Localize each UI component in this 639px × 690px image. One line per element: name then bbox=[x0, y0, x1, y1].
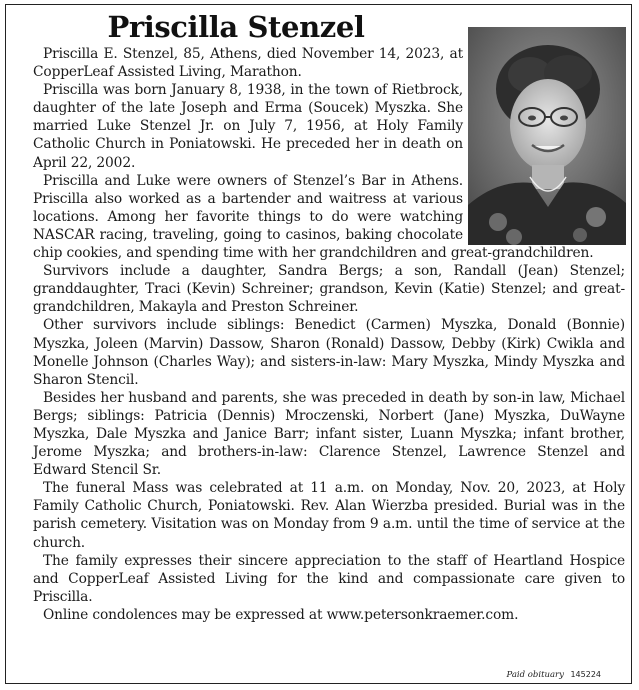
paragraph-preceded: Besides her husband and parents, she was preceded in death by son-in law, Michael Bergs; siblings: Patricia (Dennis) Mroczenski, Norbert (Jane) Myszka, DuWayne Myszka, Dale Myszka and Janice Barr; infant sister, Luann Myszka; infant brother, Jerome Myszka; and brothers-in-law: Clarence Stenzel, Lawrence Stenzel and Edward Stencil Sr. bbox=[33, 389, 625, 479]
paragraph-other-survivors: Other survivors include siblings: Benedict (Carmen) Myszka, Donald (Bonnie) Myszka, Joleen (Marvin) Dassow, Sharon (Ronald) Dassow, Debby (Kirk) Cwikla and Monelle Johnson (Charles Way); and sisters-in-law: Mary Myszka, Mindy Myszka and Sharon Stencil. bbox=[33, 317, 625, 388]
paragraph-birth-marriage: Priscilla was born January 8, 1938, in the town of Rietbrock, daughter of the late Joseph and Erma (Soucek) Myszka. She married Luke Stenzel Jr. on July 7, 1956, at Holy Family Catholic Church in Poniatowski. He preceded her in death on April 22, 2002. bbox=[33, 82, 463, 171]
paragraph-death-notice: Priscilla E. Stenzel, 85, Athens, died November 14, 2023, at CopperLeaf Assisted Living, Marathon. bbox=[33, 46, 463, 81]
ad-number: 145224 bbox=[570, 670, 601, 679]
paragraph-appreciation: The family expresses their sincere appreciation to the staff of Heartland Hospice and CopperLeaf Assisted Living for the kind and compassionate care given to Priscilla. bbox=[33, 552, 625, 605]
obituary-frame bbox=[5, 4, 632, 684]
paragraph-survivors: Survivors include a daughter, Sandra Bergs; a son, Randall (Jean) Stenzel; granddaughter, Traci (Kevin) Schreiner; grandson, Kevin (Katie) Stenzel; and great-grandchildren, Makayla and Preston Schreiner. bbox=[33, 263, 625, 316]
paragraph-funeral: The funeral Mass was celebrated at 11 a.m. on Monday, Nov. 20, 2023, at Holy Family Catholic Church, Poniatowski. Rev. Alan Wierzba presided. Burial was in the parish cemetery. Visitation was on Monday from 9 a.m. until the time of service at the church. bbox=[33, 480, 625, 551]
paid-obituary-footer bbox=[507, 670, 601, 680]
paid-obituary-label: Paid obituary bbox=[506, 670, 564, 680]
paragraph-life: Priscilla and Luke were owners of Stenzel’s Bar in Athens. Priscilla also worked as a bartender and waitress at various locations. Among her favorite things to do were watching NASCAR racing, traveling, going to casinos, baking chocolate chip cookies, and spending time with her grandchildren and great-grandchildren. bbox=[33, 172, 594, 262]
photo-text-wrap bbox=[463, 45, 625, 243]
obituary-body bbox=[33, 45, 625, 624]
obituary-title: Priscilla Stenzel bbox=[107, 10, 365, 44]
paragraph-condolences: Online condolences may be expressed at www.petersonkraemer.com. bbox=[43, 606, 519, 623]
